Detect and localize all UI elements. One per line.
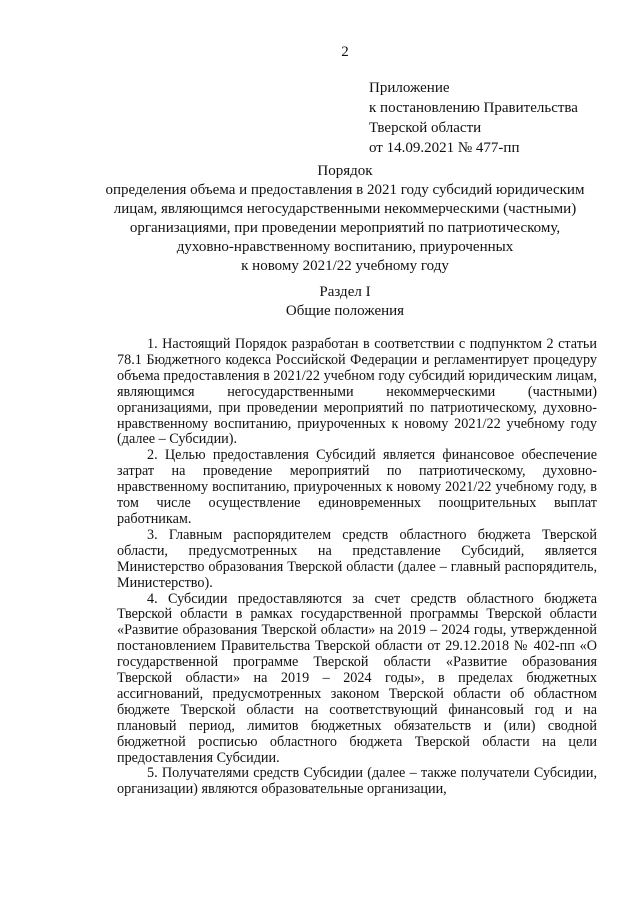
appendix-reference — [369, 78, 578, 158]
section-name: Общие положения — [285, 303, 405, 319]
section-heading — [40, 283, 640, 321]
title-line: организациями, при проведении мероприятий по патриотическому, — [129, 220, 561, 236]
appendix-line: к постановлению Правительства — [369, 100, 578, 116]
title-line: Порядок — [317, 163, 373, 179]
document-body — [117, 337, 597, 798]
paragraph: 5. Получателями средств Субсидии (далее – также получатели Субсидии, организации) являются образовательные организации, — [117, 765, 597, 798]
title-line: определения объема и предоставления в 2021 году субсидий юридическим — [105, 182, 585, 198]
title-line: лицам, являющимся негосударственными некоммерческими (частными) — [113, 201, 577, 217]
appendix-line: Приложение — [369, 80, 450, 96]
paragraph: 3. Главным распорядителем средств областного бюджета Тверской области, предусмотренных на представление Субсидий, является Министерство образования Тверской области (далее – главный распорядитель, Министерство). — [117, 526, 597, 591]
paragraph: 2. Целью предоставления Субсидий является финансовое обеспечение затрат на проведение мероприятий по патриотическому, духовно-нравственному воспитанию, приуроченных к новому 2021/22 учебному году, в том числе осуществление единовременных поощрительных выплат работникам. — [117, 447, 597, 527]
page-number: 2 — [341, 44, 349, 60]
paragraph: 4. Субсидии предоставляются за счет средств областного бюджета Тверской области в рамках государственной программы Тверской области «Развитие образования Тверской области» на 2019 – 2024 годы, утвержденной постановлением Правительства Тверской области от 29.12.2018 № 402-пп «О государственной программе Тверской области «Развитие образования Тверской области» на 2019 – 2024 годы», в пределах бюджетных ассигнований, предусмотренных законом Тверской области об областном бюджете Тверской области на соответствующий финансовый год и на плановый период, лимитов бюджетных обязательств и (или) сводной бюджетной росписью областного бюджета Тверской области на цели предоставления Субсидии. — [117, 590, 597, 766]
document-title — [40, 162, 640, 276]
title-line: духовно-нравственному воспитанию, приуроченных — [176, 239, 514, 255]
paragraph: 1. Настоящий Порядок разработан в соответствии с подпунктом 2 статьи 78.1 Бюджетного кодекса Российской Федерации и регламентирует процедуру объема предоставления в 2021/22 учебном году субсидий юридическим лицам, являющимся негосударственными некоммерческими (частными) организациями, при проведении мероприятий по патриотическому, духовно-нравственному воспитанию, приуроченных к новому 2021/22 учебному году (далее – Субсидии). — [117, 336, 597, 448]
title-line: к новому 2021/22 учебному году — [241, 258, 449, 274]
section-number: Раздел I — [319, 284, 371, 300]
appendix-line: от 14.09.2021 № 477-пп — [369, 140, 520, 156]
appendix-line: Тверской области — [369, 120, 482, 136]
